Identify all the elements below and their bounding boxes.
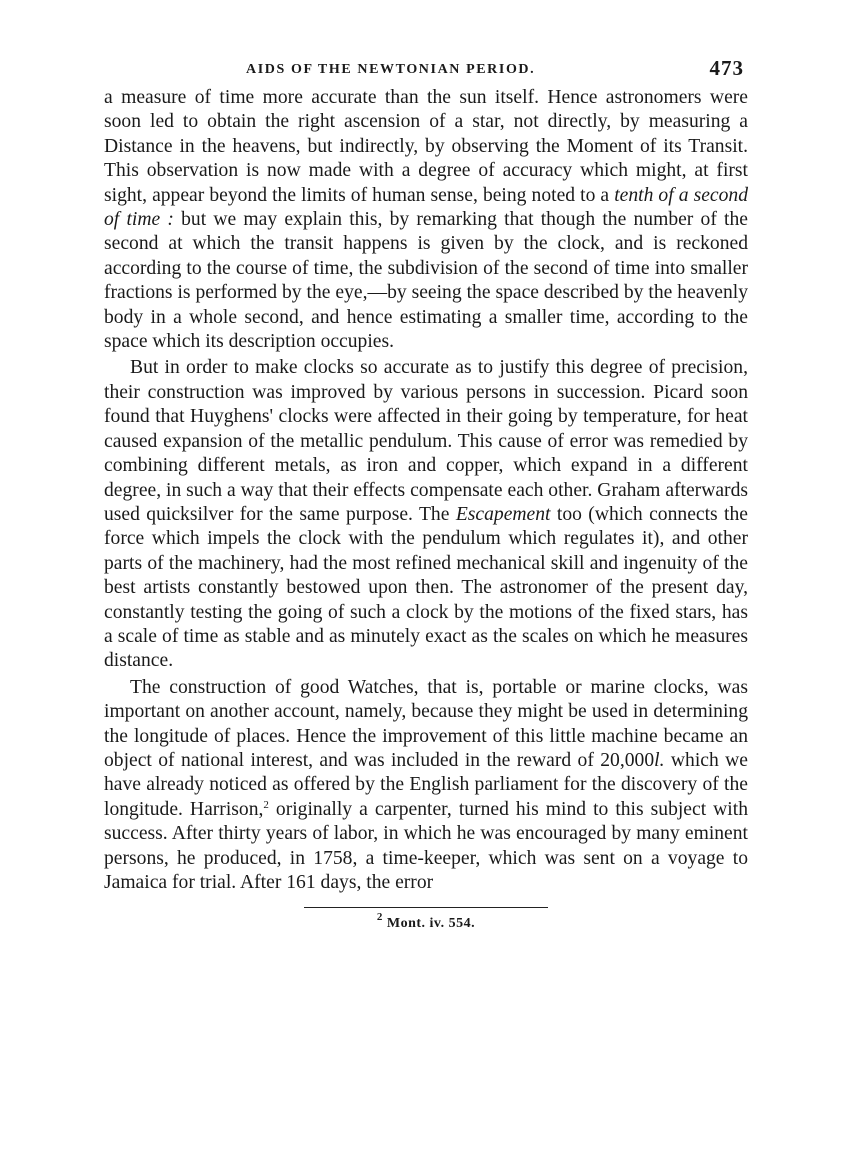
running-title: AIDS OF THE NEWTONIAN PERIOD. [246,62,536,77]
paragraph-text: which we have already noticed as offered by the English parliament for the discovery of the longitude. Harrison, [104,749,748,820]
paragraph-text: a measure of time more accurate than the sun itself. Hence astronomers were soon led to obtain the right ascension of a star, not directly, by measuring a Distance in the heavens, but indirectly, by observing the Moment of its Transit. This observation is now made with a degree of accuracy which might, at first sight, appear beyond the limits of human sense, being noted to a [104,87,748,206]
footnote-text: Mont. iv. 554. [386,916,476,932]
paragraph [104,676,748,896]
paragraph-text: The construction of good Watches, that is, portable or marine clocks, was important on another account, namely, because they might be used in determining the longitude of places. Hence the improvement of this little machine became an object of national interest, and was included in the reward of 20,000 [104,676,748,771]
paragraph-text: But in order to make clocks so accurate as to justify this degree of precision, their construction was improved by various persons in succession. Picard soon found that Huyghens' clocks were affected in their going by temperature, for heat caused expansion of the metallic pendulum. This cause of error was remedied by combining different metals, as iron and copper, which expand in a different degree, in such a way that their effects compensate each other. Graham afterwards used quicksilver for the same purpose. The [104,357,748,525]
footnote-reference: 2 [263,798,269,811]
paragraph-text: too (which connects the force which impels the clock with the pendulum which regulates it), and other parts of the machinery, had the most refined mechanical skill and ingenuity of the best artists constantly bestowed upon then. The astronomer of the present day, constantly testing the going of such a clock by the motions of the fixed stars, has a scale of time as stable and as minutely exact as the scales on which he measures distance. [104,503,748,672]
italic-text: Escapement [455,503,551,525]
italic-text: l. [654,749,665,771]
body-text [104,86,748,895]
paragraph-text: but we may explain this, by remarking that though the number of the second at which the transit happens is given by the clock, and is reckoned according to the course of time, the subdivision of the second of time into smaller fractions is performed by the eye,—by seeing the space described by the heavenly body in a whole second, and hence estimating a smaller time, according to the space which its description occupies. [104,209,748,353]
footnote-marker: 2 [376,911,383,924]
paragraph-text: originally a carpenter, turned his mind to this subject with success. After thirty years of labor, in which he was encouraged by many eminent persons, he produced, in 1758, a time-keeper, which was sent on a voyage to Jamaica for trial. After 161 days, the error [104,798,748,893]
footnote-rule [304,907,548,908]
paragraph [104,356,748,673]
book-page [104,56,748,932]
page-number: 473 [709,56,744,80]
paragraph [104,86,748,354]
running-head [104,56,748,86]
italic-text: tenth of a second of time : [104,184,748,231]
footnote [104,911,748,932]
